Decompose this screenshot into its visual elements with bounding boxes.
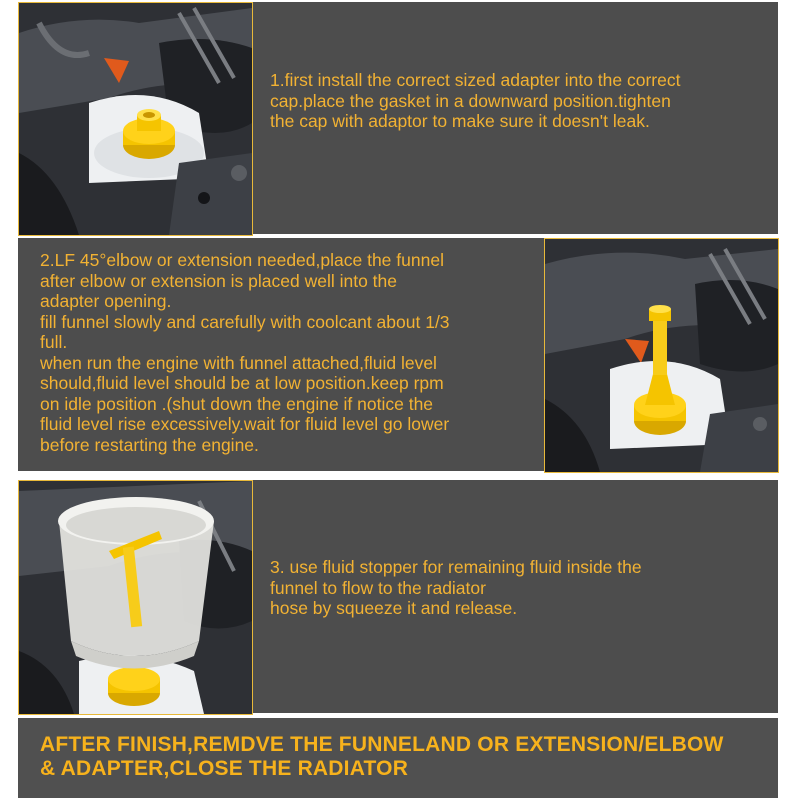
step-1-line: cap.place the gasket in a downward position.tighten: [270, 90, 671, 111]
step-2-photo-extension: [544, 238, 779, 473]
engine-bay-extension-illustration: [545, 239, 778, 472]
footer-line: & ADAPTER,CLOSE THE RADIATOR: [40, 757, 409, 780]
step-3-photo-funnel: [18, 480, 253, 715]
step-1-photo-cap-adapter: [18, 2, 253, 236]
step-1-text: [270, 70, 760, 132]
step-3-line: funnel to flow to the radiator: [270, 577, 486, 598]
step-2-line: full.: [40, 332, 68, 352]
engine-bay-funnel-illustration: [19, 481, 252, 714]
step-1-line: 1.first install the correct sized adapter into the correct: [270, 70, 681, 90]
step-2-text: [40, 250, 530, 455]
engine-bay-cap-illustration: [19, 3, 252, 235]
footer-instruction: [40, 733, 770, 781]
step-2-line: before restarting the engine.: [40, 434, 259, 455]
step-2-line: after elbow or extension is placed well into the: [40, 270, 398, 291]
step-2-line: when run the engine with funnel attached,fluid level: [40, 352, 437, 373]
footer-line: AFTER FINISH,REMDVE THE FUNNELAND OR EXTENSION/ELBOW: [40, 733, 724, 756]
step-2-line: adapter opening.: [40, 291, 172, 311]
step-2-line: fluid level rise excessively.wait for fluid level go lower: [40, 414, 450, 434]
step-2-line: should,fluid level should be at low position.keep rpm: [40, 373, 444, 393]
step-2-line: 2.LF 45°elbow or extension needed,place the funnel: [40, 250, 444, 270]
step-3-text: [270, 557, 760, 619]
step-1-line: the cap with adaptor to make sure it doesn't leak.: [270, 111, 650, 131]
step-2-line: on idle position .(shut down the engine if notice the: [40, 393, 434, 414]
step-3-line: 3. use fluid stopper for remaining fluid inside the: [270, 557, 642, 577]
step-2-line: fill funnel slowly and carefully with coolcant about 1/3: [40, 311, 450, 332]
step-3-line: hose by squeeze it and release.: [270, 598, 518, 618]
